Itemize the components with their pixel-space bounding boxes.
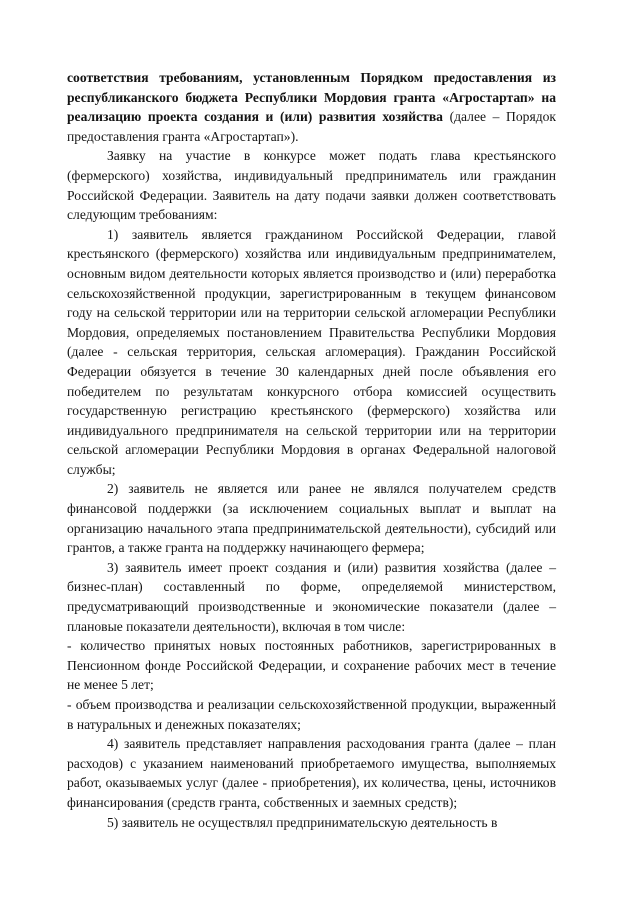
requirement-4: 4) заявитель представляет направления расходования гранта (далее – план расходов) с указанием наименований приобретаемого имущества, выполняемых работ, оказываемых услуг (далее - приобретения), их количества, цены, источников финансирования (средств гранта, собственных и заемных средств); [67,736,556,810]
indicator-item-2: - объем производства и реализации сельскохозяйственной продукции, выраженный в натуральных и денежных показателях; [67,697,556,732]
intro-paragraph [67,68,556,146]
requirement-1: 1) заявитель является гражданином Российской Федерации, главой крестьянского (фермерского) хозяйства или индивидуальным предпринимателем, основным видом деятельности которых является производство и (или) переработка сельскохозяйственной продукции, зарегистрированным в текущем финансовом году на сельской территории или на территории сельской агломерации Республики Мордовия, определяемых постановлением Правительства Республики Мордовия (далее - сельская территория, сельская агломерация). Гражданин Российской Федерации обязуется в течение 30 календарных дней после объявления его победителем по результатам конкурсного отбора комиссией осуществить государственную регистрацию крестьянского (фермерского) хозяйства или индивидуального предпринимателя на сельской территории или на территории сельской агломерации Республики Мордовия в органах Федеральной налоговой службы; [67,226,556,477]
requirement-3: 3) заявитель имеет проект создания и (или) развития хозяйства (далее – бизнес-план) составленный по форме, определяемой министерством, предусматривающий производственные и экономические показатели (далее – плановые показатели деятельности), включая в том числе: [67,559,556,634]
lead-paragraph: Заявку на участие в конкурсе может подать глава крестьянского (фермерского) хозяйства, индивидуальный предприниматель или гражданин Российской Федерации. Заявитель на дату подачи заявки должен соответствовать следующим требованиям: [67,148,556,223]
intro-bold-text: соответствия требованиям, установленным Порядком предоставления из республиканского бюджета Республики Мордовия гранта «Агростартап» на реализацию проекта создания и (или) развития хозяйства [67,70,556,125]
indicator-item-1: - количество принятых новых постоянных работников, зарегистрированных в Пенсионном фонде Российской Федерации, и сохранение рабочих мест в течение не менее 5 лет; [67,638,556,693]
intro-regular-text: (далее – Порядок предоставления гранта «Агростартап»). [67,109,557,144]
requirement-2: 2) заявитель не является или ранее не являлся получателем средств финансовой поддержки (за исключением социальных выплат и выплат на организацию начального этапа предпринимательской деятельности), субсидий или грантов, а также гранта на поддержку начинающего фермера; [67,481,556,556]
requirement-5: 5) заявитель не осуществлял предпринимательскую деятельность в [107,814,498,830]
